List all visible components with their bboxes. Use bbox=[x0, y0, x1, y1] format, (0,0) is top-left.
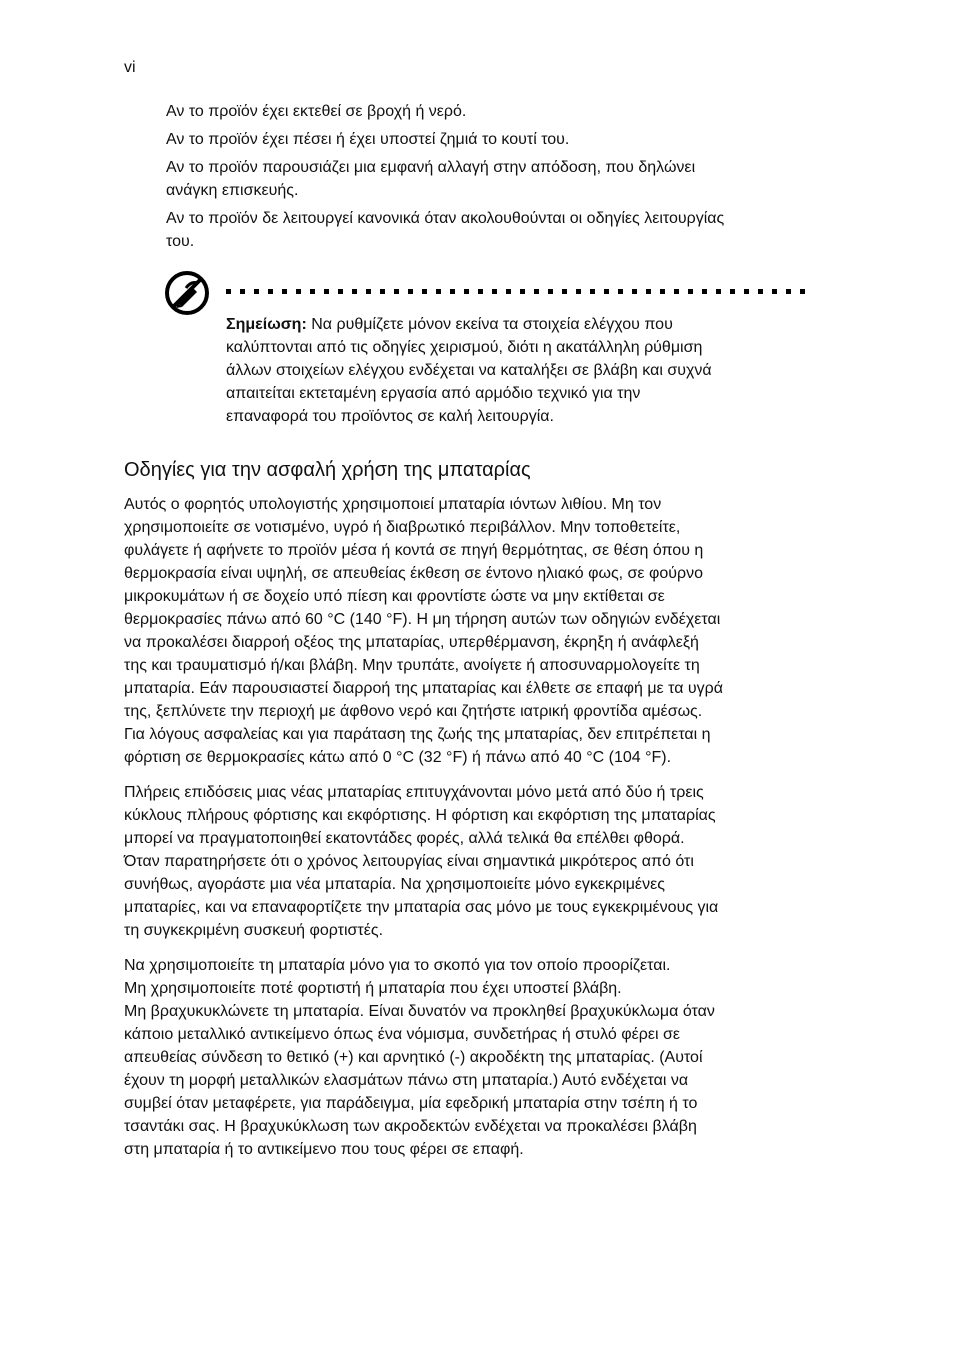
paragraph bbox=[124, 954, 814, 1161]
paragraph-line: της, ξεπλύνετε την περιοχή με άφθονο νερό και ζητήστε ιατρική φροντίδα αμέσως. bbox=[124, 703, 703, 720]
page-number: vi bbox=[124, 59, 136, 76]
paragraph-line: στη μπαταρία ή το αντικείμενο που τους φέρει σε επαφή. bbox=[124, 1141, 524, 1158]
paragraph-line: έχουν τη μορφή μεταλλικών ελασμάτων πάνω στη μπαταρία.) Αυτό ενδέχεται να bbox=[124, 1072, 689, 1089]
paragraph-line: θερμοκρασίες πάνω από 60 °C (140 °F). Η μη τήρηση αυτών των οδηγιών ενδέχεται bbox=[124, 611, 721, 628]
paragraph-line: συνήθως, αγοράστε μια νέα μπαταρία. Να χρησιμοποιείτε μόνο εγκεκριμένες bbox=[124, 876, 665, 893]
paragraph-line: μικροκυμάτων ή σε δοχείο υπό πίεση και φροντίστε ώστε να μην εκτίθεται σε bbox=[124, 588, 665, 605]
note-line: καλύπτονται από τις οδηγίες χειρισμού, διότι η ακατάλληλη ρύθμιση bbox=[226, 339, 703, 356]
section-body bbox=[124, 493, 814, 1173]
paragraph-line: θερμοκρασία είναι υψηλή, σε απευθείας έκθεση σε έντονο ηλιακό φως, σε φούρνο bbox=[124, 565, 704, 582]
paragraph-line: να προκαλέσει διαρροή οξέος της μπαταρίας, υπερθέρμανση, έκρηξη ή ανάφλεξή bbox=[124, 634, 699, 651]
list-item-line: ανάγκη επισκευής. bbox=[166, 182, 299, 199]
note-divider bbox=[226, 289, 810, 294]
paragraph-line: Μη βραχυκυκλώνετε τη μπαταρία. Είναι δυνατόν να προκληθεί βραχυκύκλωμα όταν bbox=[124, 1003, 715, 1020]
note-line: άλλων στοιχείων ελέγχου ενδέχεται να καταλήξει σε βλάβη και συχνά bbox=[226, 362, 712, 379]
paragraph-line: Να χρησιμοποιείτε τη μπαταρία μόνο για το σκοπό για τον οποίο προορίζεται. bbox=[124, 957, 671, 974]
paragraph-line: μπαταρίες, και να επαναφορτίζετε την μπαταρία σας μόνο με τους εγκεκριμένους για bbox=[124, 899, 719, 916]
note-first-line bbox=[226, 313, 806, 336]
list-item-line: του. bbox=[166, 233, 195, 250]
paragraph-line: απευθείας σύνδεση το θετικό (+) και αρνητικό (-) ακροδέκτη της μπαταρίας. (Αυτοί bbox=[124, 1049, 703, 1066]
paragraph-line: χρησιμοποιείτε σε νοτισμένο, υγρό ή διαβρωτικό περιβάλλον. Μην τοποθετείτε, bbox=[124, 519, 681, 536]
list-item-line: Αν το προϊόν δε λειτουργεί κανονικά όταν ακολουθούνται οι οδηγίες λειτουργίας bbox=[166, 210, 725, 227]
paragraph-line: φόρτιση σε θερμοκρασίες κάτω από 0 °C (32 °F) ή πάνω από 40 °C (104 °F). bbox=[124, 749, 672, 766]
paragraph-line: τσαντάκι σας. Η βραχυκύκλωση των ακροδεκτών ενδέχεται να προκαλέσει βλάβη bbox=[124, 1118, 697, 1135]
list-item-line: Αν το προϊόν έχει πέσει ή έχει υποστεί ζημιά το κουτί του. bbox=[166, 131, 570, 148]
paragraph-line: μπαταρία. Εάν παρουσιαστεί διαρροή της μπαταρίας και έλθετε σε επαφή με τα υγρά bbox=[124, 680, 723, 697]
paragraph-line: Πλήρεις επιδόσεις μιας νέας μπαταρίας επιτυγχάνονται μόνο μετά από δύο ή τρεις bbox=[124, 784, 704, 801]
paragraph-line: μπορεί να πραγματοποιηθεί εκατοντάδες φορές, αλλά τελικά θα επέλθει φθορά. bbox=[124, 830, 685, 847]
paragraph-line: συμβεί όταν μεταφέρετε, για παράδειγμα, μία εφεδρική μπαταρία στην τσέπη ή το bbox=[124, 1095, 698, 1112]
note-text-start: Να ρυθμίζετε μόνον εκείνα τα στοιχεία ελέγχου που bbox=[306, 316, 673, 333]
paragraph-line: Για λόγους ασφαλείας και για παράταση της ζωής της μπαταρίας, δεν επιτρέπεται η bbox=[124, 726, 711, 743]
paragraph-line: κάποιο μεταλλικό αντικείμενο όπως ένα νόμισμα, συνδετήρας ή στυλό φέρει σε bbox=[124, 1026, 680, 1043]
section-title: Οδηγίες για την ασφαλή χρήση της μπαταρίας bbox=[124, 459, 531, 481]
note-line: απαιτείται εκτεταμένη εργασία από αρμόδιο τεχνικό για την bbox=[226, 385, 641, 402]
list-item bbox=[166, 100, 816, 123]
paragraph bbox=[124, 493, 814, 769]
note-label: Σημείωση: bbox=[226, 316, 307, 333]
paragraph bbox=[124, 781, 814, 942]
paragraph-line: Αυτός ο φορητός υπολογιστής χρησιμοποιεί μπαταρία ιόντων λιθίου. Μη τον bbox=[124, 496, 662, 513]
note-block bbox=[226, 313, 806, 428]
note-pen-icon bbox=[164, 270, 210, 316]
list-item bbox=[166, 156, 816, 202]
paragraph-line: φυλάγετε ή αφήνετε το προϊόν μέσα ή κοντά σε πηγή θερμότητας, σε θέση όπου η bbox=[124, 542, 704, 559]
paragraph-line: της και τραυματισμό ή/και βλάβη. Μην τρυπάτε, ανοίγετε ή αποσυναρμολογείτε τη bbox=[124, 657, 700, 674]
paragraph-line: τη συγκεκριμένη συσκευή φορτιστές. bbox=[124, 922, 384, 939]
note-line: επαναφορά του προϊόντος σε καλή λειτουργία. bbox=[226, 408, 554, 425]
list-item bbox=[166, 207, 816, 253]
paragraph-line: Όταν παρατηρήσετε ότι ο χρόνος λειτουργίας είναι σημαντικά μικρότερος από ότι bbox=[124, 853, 694, 870]
condition-list bbox=[166, 100, 816, 258]
list-item bbox=[166, 128, 816, 151]
list-item-line: Αν το προϊόν έχει εκτεθεί σε βροχή ή νερό. bbox=[166, 103, 467, 120]
paragraph-line: Μη χρησιμοποιείτε ποτέ φορτιστή ή μπαταρία που έχει υποστεί βλάβη. bbox=[124, 980, 622, 997]
list-item-line: Αν το προϊόν παρουσιάζει μια εμφανή αλλαγή στην απόδοση, που δηλώνει bbox=[166, 159, 696, 176]
paragraph-line: κύκλους πλήρους φόρτισης και εκφόρτισης. Η φόρτιση και εκφόρτιση της μπαταρίας bbox=[124, 807, 716, 824]
